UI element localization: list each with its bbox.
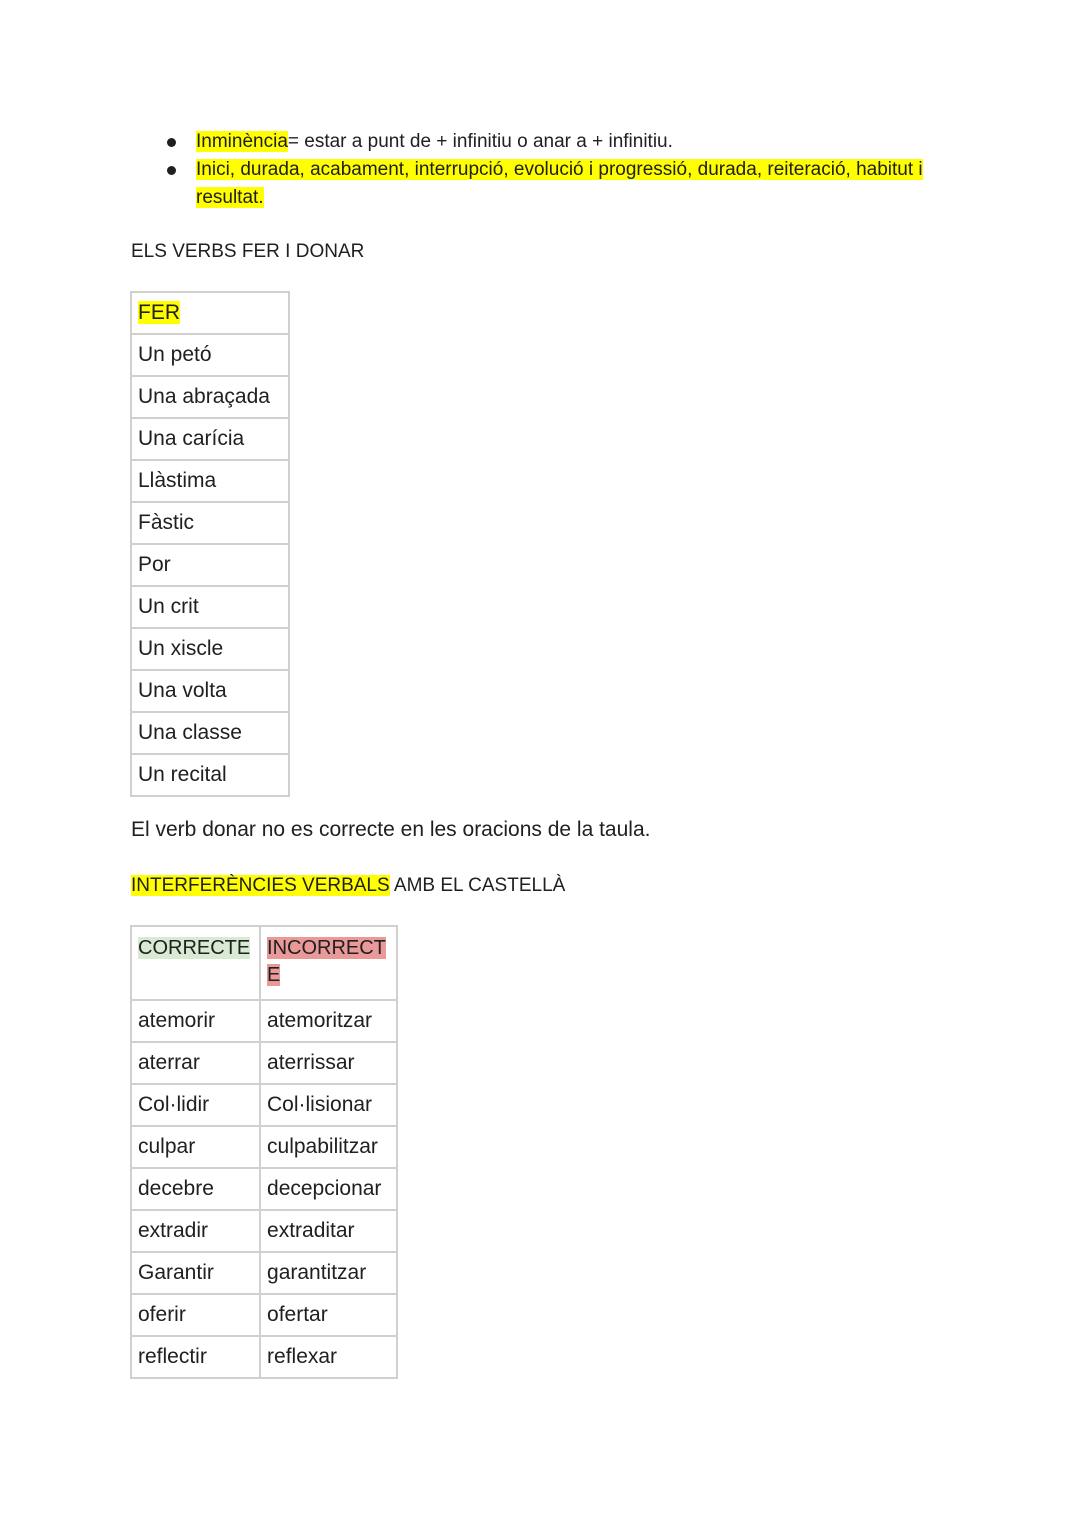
table-cell: Un recital — [131, 754, 289, 796]
interferencies-heading-highlight: INTERFERÈNCIES VERBALS — [131, 875, 390, 896]
table-cell: Un crit — [131, 586, 289, 628]
highlighted-term: Inici, durada, acabament, interrupció, evolució i progressió, durada, reiteració, habitut i resultat. — [196, 159, 923, 208]
table-cell: Llàstima — [131, 460, 289, 502]
table-cell: Una abraçada — [131, 376, 289, 418]
fer-header: FER — [138, 301, 180, 324]
incorrect-cell: garantitzar — [260, 1252, 397, 1294]
highlighted-term: Inminència — [196, 131, 288, 152]
interferencies-heading-rest: AMB EL CASTELLÀ — [389, 875, 566, 896]
table-cell: Por — [131, 544, 289, 586]
table-cell: Fàstic — [131, 502, 289, 544]
incorrect-cell: aterrissar — [260, 1042, 397, 1084]
correct-cell: reflectir — [131, 1336, 260, 1378]
bullet-list — [160, 128, 960, 212]
table-header-cell — [131, 926, 260, 1000]
correct-cell: oferir — [131, 1294, 260, 1336]
incorrect-cell: Col·lisionar — [260, 1084, 397, 1126]
table-row — [131, 334, 289, 376]
correct-cell: Col·lidir — [131, 1084, 260, 1126]
incorrect-cell: reflexar — [260, 1336, 397, 1378]
table-row — [131, 1042, 397, 1084]
interferencies-table — [130, 925, 398, 1379]
correcte-header: CORRECTE — [138, 937, 251, 959]
table-row — [131, 460, 289, 502]
fer-table — [130, 291, 290, 797]
table-row — [131, 670, 289, 712]
correct-cell: extradir — [131, 1210, 260, 1252]
correct-cell: aterrar — [131, 1042, 260, 1084]
table-row — [131, 1294, 397, 1336]
table-row — [131, 1084, 397, 1126]
table-row — [131, 502, 289, 544]
correct-cell: atemorir — [131, 1000, 260, 1042]
fer-section-heading: ELS VERBS FER I DONAR — [131, 241, 365, 262]
correct-cell: culpar — [131, 1126, 260, 1168]
incorrect-cell: atemoritzar — [260, 1000, 397, 1042]
table-row — [131, 1336, 397, 1378]
table-row — [131, 1210, 397, 1252]
bullet-text: = estar a punt de + infinitiu o anar a + infinitiu. — [287, 131, 673, 152]
bullet-item — [160, 156, 960, 212]
table-header-row — [131, 926, 397, 1000]
incorrect-cell: culpabilitzar — [260, 1126, 397, 1168]
incorrect-cell: ofertar — [260, 1294, 397, 1336]
table-cell: Un petó — [131, 334, 289, 376]
table-header-cell — [260, 926, 397, 1000]
bullet-item — [160, 128, 960, 156]
table-cell: Una carícia — [131, 418, 289, 460]
incorrect-cell: decepcionar — [260, 1168, 397, 1210]
table-row — [131, 376, 289, 418]
table-row — [131, 418, 289, 460]
correct-cell: decebre — [131, 1168, 260, 1210]
table-cell: Un xiscle — [131, 628, 289, 670]
table-row — [131, 1000, 397, 1042]
table-cell: Una classe — [131, 712, 289, 754]
table-row — [131, 586, 289, 628]
interferencies-heading — [131, 873, 565, 899]
table-row — [131, 544, 289, 586]
table-row — [131, 712, 289, 754]
table-row — [131, 1126, 397, 1168]
table-header-cell — [131, 292, 289, 334]
table-row — [131, 754, 289, 796]
table-row — [131, 1252, 397, 1294]
table-header-row — [131, 292, 289, 334]
donar-note: El verb donar no es correcte en les oracions de la taula. — [131, 818, 651, 841]
table-cell: Una volta — [131, 670, 289, 712]
incorrect-cell: extraditar — [260, 1210, 397, 1252]
correct-cell: Garantir — [131, 1252, 260, 1294]
table-row — [131, 628, 289, 670]
incorrecte-header: INCORRECTE — [267, 937, 386, 986]
table-row — [131, 1168, 397, 1210]
